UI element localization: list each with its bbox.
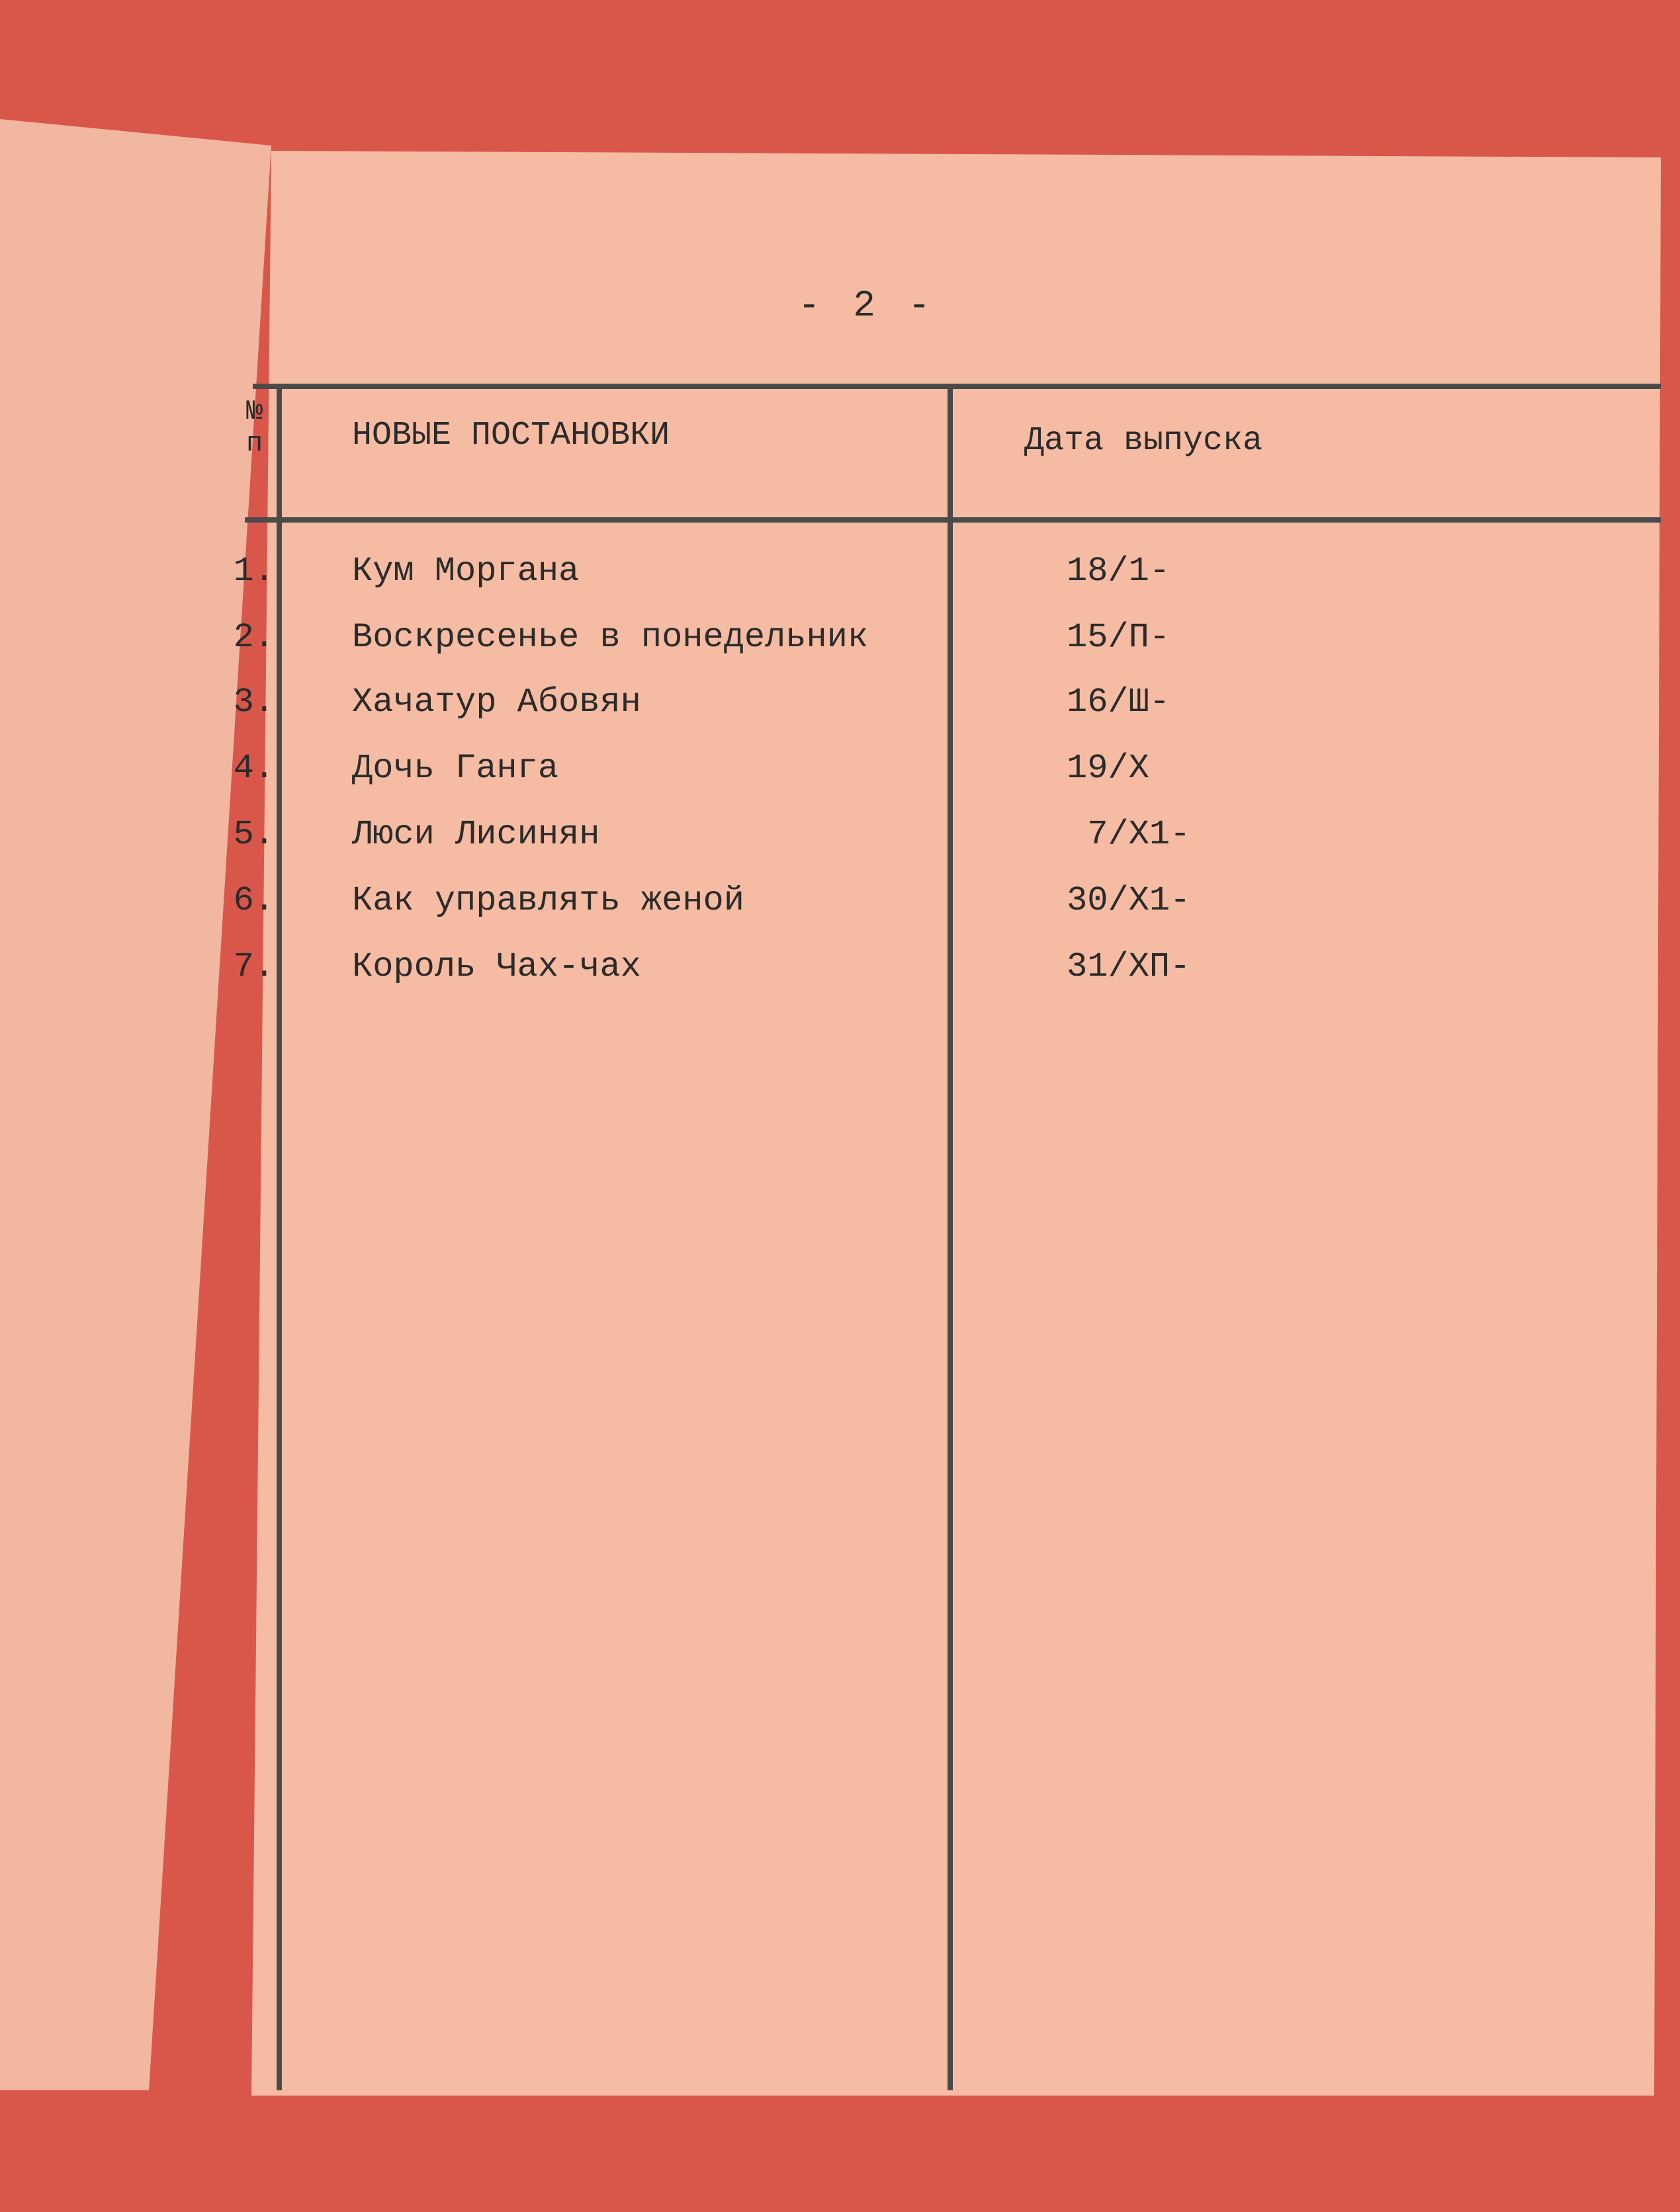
row-title: Хачатур Абовян xyxy=(352,683,641,722)
page-number: - 2 - xyxy=(797,284,936,327)
back-page xyxy=(0,119,278,2090)
row-number: 4. xyxy=(233,749,275,788)
row-number: 3. xyxy=(233,683,275,722)
row-date: 15/П- xyxy=(1067,618,1171,657)
table-row xyxy=(0,618,1680,677)
row-date: 30/Х1- xyxy=(1067,881,1191,920)
header-number: № п xyxy=(246,396,263,459)
header-date: Дата выпуска xyxy=(1024,422,1263,460)
row-title: Люси Лисинян xyxy=(352,815,600,854)
table-row xyxy=(0,749,1680,808)
table-row xyxy=(0,815,1680,874)
row-title: Как управлять женой xyxy=(352,881,744,920)
row-number: 1. xyxy=(233,552,275,591)
table-row xyxy=(0,947,1680,1007)
row-date: 19/Х xyxy=(1067,749,1149,788)
row-number: 2. xyxy=(233,618,275,657)
table-row xyxy=(0,552,1680,611)
row-date: 16/Ш- xyxy=(1067,683,1171,722)
row-title: Воскресенье в понедельник xyxy=(352,618,869,657)
row-title: Кум Моргана xyxy=(352,552,580,591)
table-row xyxy=(0,683,1680,742)
row-title: Король Чах-чах xyxy=(352,947,641,986)
row-date: 31/ХП- xyxy=(1067,947,1191,986)
table-row xyxy=(0,881,1680,941)
row-number: 6. xyxy=(233,881,275,920)
row-title: Дочь Ганга xyxy=(352,749,559,788)
row-number: 7. xyxy=(233,947,275,986)
row-date: 18/1- xyxy=(1067,552,1171,591)
table-top-rule xyxy=(253,384,1661,389)
table-header-rule xyxy=(245,517,1661,523)
row-number: 5. xyxy=(233,815,275,854)
row-date: 7/Х1- xyxy=(1067,815,1191,854)
header-title: НОВЫЕ ПОСТАНОВКИ xyxy=(352,417,670,454)
